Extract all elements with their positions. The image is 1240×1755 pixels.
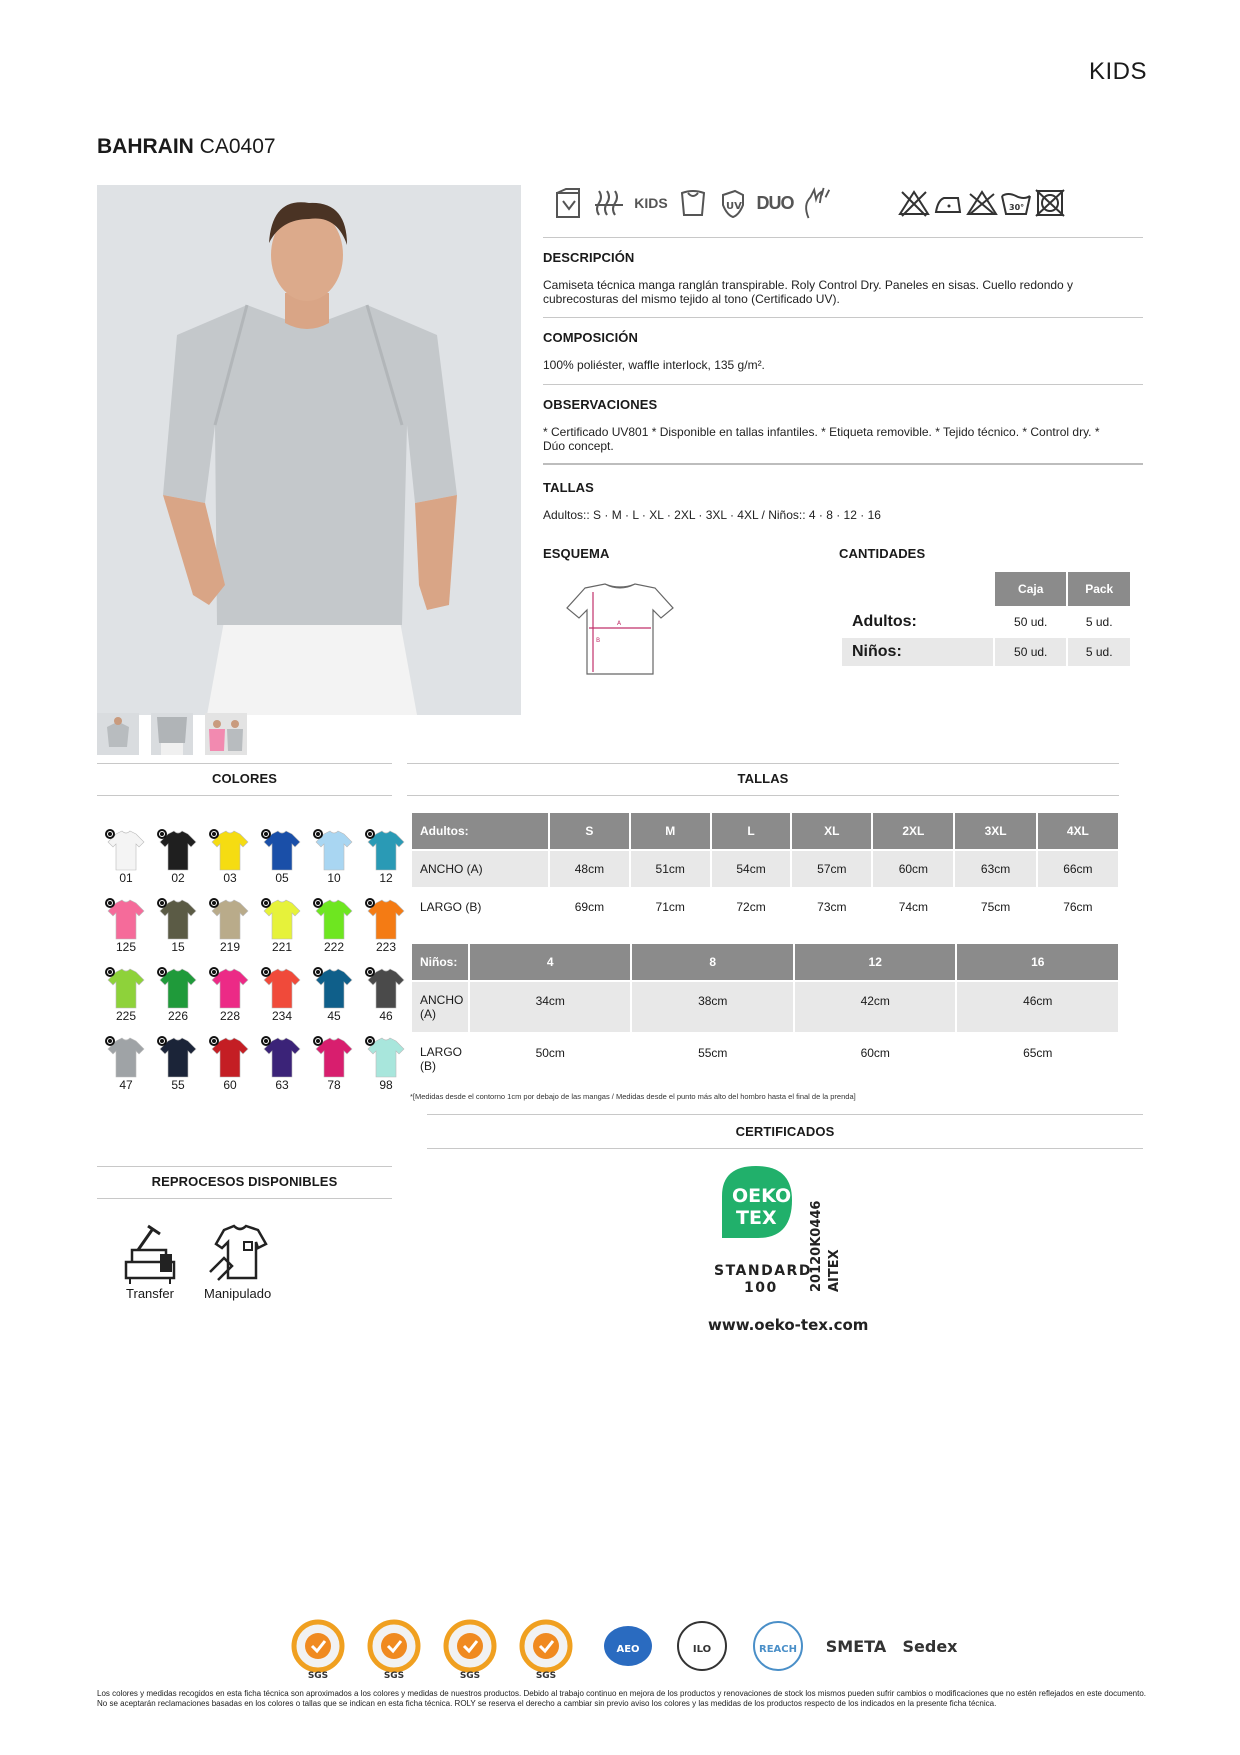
- footer-disclaimer: Los colores y medidas recogidos en esta ficha técnica son aproximados a los colores y medidas de nuestros productos. Debido al trabajo continuo en mejora de los productos y renovaciones de stock los mismos pueden sufrir cambios o modificaciones que no estén reflejados en este documento. No se aceptarán reclamaciones basadas en los colores o tallas que se indican en esta ficha técnica. ROLY se reserva el derecho a cambiar sin previo aviso los colores y las medidas de los productos respecto de los indicados en la presente ficha técnica.: [97, 1689, 1147, 1708]
- logo-text: ILO: [692, 1644, 712, 1655]
- certificados-title: CERTIFICADOS: [735, 1124, 835, 1139]
- kids-header-label: Niños:: [412, 944, 468, 980]
- size-diagram: [565, 582, 675, 683]
- oeko-code: 20120K0446: [809, 1200, 824, 1292]
- size-value: 38cm: [632, 982, 793, 1032]
- control-dry-icon: [801, 185, 833, 221]
- color-code: 63: [275, 1078, 289, 1092]
- color-swatch[interactable]: [256, 1035, 308, 1092]
- recycled-badge-icon: [157, 829, 167, 839]
- color-code: 03: [223, 871, 237, 885]
- diagram-label-b: B: [596, 637, 601, 644]
- row-label: ANCHO (A): [412, 851, 548, 887]
- color-code: 45: [327, 1009, 341, 1023]
- breathable-icon: [593, 185, 625, 221]
- size-value: 73cm: [817, 900, 847, 914]
- color-code: 05: [275, 871, 289, 885]
- descripcion-text: Camiseta técnica manga ranglán transpirable. Roly Control Dry. Paneles en sisas. Cuello redondo y cubrecosturas del mismo tejido al tono (Certificado UV).: [543, 278, 1074, 306]
- color-swatch[interactable]: [308, 1035, 360, 1092]
- duo-icon: DUO: [756, 192, 794, 213]
- size-header: 12: [795, 944, 956, 980]
- recycled-badge-icon: [365, 1036, 375, 1046]
- no-bleach-icon: [898, 188, 930, 218]
- recycled-badge-icon: [105, 967, 115, 977]
- size-header: M: [631, 813, 710, 849]
- size-value: 65cm: [1023, 1046, 1053, 1060]
- oeko-institute: AITEX: [827, 1249, 842, 1292]
- reproceso-label: Transfer: [126, 1286, 174, 1301]
- size-value: 74cm: [898, 900, 929, 914]
- tshirt-collar-icon: [677, 185, 709, 221]
- color-swatch[interactable]: [204, 1035, 256, 1092]
- adult-largo-row: [412, 889, 1118, 925]
- tshirt-swatch-icon: [364, 966, 408, 1010]
- color-code: 223: [375, 940, 397, 954]
- certification-logos: [290, 1618, 980, 1682]
- tshirt-swatch-icon: [260, 966, 304, 1010]
- color-swatch[interactable]: [152, 966, 204, 1023]
- model-illustration: [97, 185, 521, 715]
- color-swatch[interactable]: [204, 897, 256, 954]
- descripcion-title: DESCRIPCIÓN: [543, 250, 635, 265]
- size-value: 46cm: [957, 982, 1118, 1032]
- cantidades-table: [840, 570, 1132, 668]
- qty-pack-value: 5 ud.: [1068, 638, 1130, 666]
- divider: [407, 795, 1119, 796]
- product-code: CA0407: [199, 135, 276, 158]
- sgs-iso-9001-logo: [294, 1622, 342, 1681]
- tshirt-swatch-icon: [260, 1035, 304, 1079]
- recycled-badge-icon: [313, 829, 323, 839]
- size-value: 50cm: [535, 1046, 565, 1060]
- size-value: 57cm: [792, 851, 871, 887]
- size-value: 51cm: [631, 851, 710, 887]
- row-label: LARGO (B): [420, 1045, 463, 1073]
- size-header: XL: [792, 813, 871, 849]
- divider: [543, 463, 1143, 465]
- oeko-url: www.oeko-tex.com: [708, 1316, 869, 1334]
- color-swatch[interactable]: [360, 1035, 412, 1092]
- recycled-badge-icon: [365, 967, 375, 977]
- logo-text: AEO: [616, 1644, 640, 1655]
- kids-largo-row: [412, 1034, 1118, 1084]
- qty-caja-value: 50 ud.: [1014, 615, 1048, 629]
- qty-row-label: Adultos:: [852, 613, 917, 630]
- kids-icon: KIDS: [634, 195, 668, 211]
- divider: [407, 763, 1119, 764]
- recycled-badge-icon: [157, 1036, 167, 1046]
- logo-text: SGS: [459, 1671, 481, 1681]
- cantidades-title: CANTIDADES: [839, 546, 926, 561]
- recycled-badge-icon: [209, 829, 219, 839]
- sgs-iso-50001-logo: [522, 1622, 570, 1681]
- wash-temp: 30°: [1009, 203, 1025, 212]
- oeko-tex-logo: [700, 1160, 870, 1340]
- color-code: 219: [219, 940, 241, 954]
- size-header: 16: [957, 944, 1118, 980]
- tshirt-swatch-icon: [104, 828, 148, 872]
- recycled-badge-icon: [157, 898, 167, 908]
- size-value: 66cm: [1038, 851, 1118, 887]
- esquema-title: ESQUEMA: [543, 546, 610, 561]
- size-header: 8: [632, 944, 793, 980]
- category-tag: KIDS: [1088, 58, 1147, 85]
- color-code: 12: [379, 871, 393, 885]
- color-swatch[interactable]: [100, 828, 152, 885]
- reproceso-transfer: [118, 1222, 182, 1301]
- oeko-standard: STANDARD: [714, 1263, 812, 1279]
- recycled-badge-icon: [209, 898, 219, 908]
- photo-thumbnails: [97, 713, 247, 755]
- thumbnail-back[interactable]: [151, 713, 193, 755]
- tshirt-swatch-icon: [312, 828, 356, 872]
- row-label: ANCHO (A): [412, 982, 468, 1032]
- sedex-logo: [903, 1637, 959, 1656]
- color-swatch[interactable]: [152, 828, 204, 885]
- oeko-tex-certificate: [700, 1160, 870, 1340]
- recycled-badge-icon: [157, 967, 167, 977]
- thumbnail-front[interactable]: [97, 713, 139, 755]
- recycled-badge-icon: [261, 829, 271, 839]
- color-code: 228: [219, 1009, 241, 1023]
- thumbnail-image: [151, 713, 193, 755]
- size-value: 55cm: [698, 1046, 728, 1060]
- color-swatch[interactable]: [308, 966, 360, 1023]
- color-code: 222: [323, 940, 345, 954]
- size-header: S: [550, 813, 629, 849]
- qty-row-ninos: [842, 638, 1130, 666]
- reach-logo: [754, 1622, 802, 1670]
- color-code: 10: [327, 871, 341, 885]
- iron-low-icon: [932, 188, 964, 218]
- size-value: 60cm: [860, 1046, 890, 1060]
- color-code: 221: [271, 940, 293, 954]
- color-code: 47: [119, 1078, 133, 1092]
- recycled-badge-icon: [365, 829, 375, 839]
- color-code: 78: [327, 1078, 341, 1092]
- tshirt-swatch-icon: [312, 897, 356, 941]
- tshirt-swatch-icon: [260, 828, 304, 872]
- size-value: 60cm: [873, 851, 953, 887]
- recycled-badge-icon: [261, 1036, 271, 1046]
- color-swatch[interactable]: [308, 828, 360, 885]
- product-photo[interactable]: [97, 185, 521, 715]
- aeo-logo: [604, 1626, 652, 1666]
- product-title: [97, 135, 276, 159]
- size-value: 71cm: [655, 900, 685, 914]
- row-label: LARGO (B): [420, 900, 482, 914]
- size-header: 3XL: [955, 813, 1035, 849]
- divider: [543, 384, 1143, 385]
- size-value: 69cm: [574, 900, 605, 914]
- diagram-label-a: A: [617, 620, 622, 627]
- raglan-sleeve-icon: [553, 185, 585, 221]
- no-dryclean-icon: [966, 188, 998, 218]
- adult-ancho-row: [412, 851, 1118, 887]
- recycled-badge-icon: [261, 967, 271, 977]
- qty-header-pack: Pack: [1068, 572, 1130, 606]
- logo-text: REACH: [759, 1644, 797, 1655]
- size-header: 4XL: [1038, 813, 1118, 849]
- color-code: 234: [271, 1009, 293, 1023]
- logo-text: SGS: [535, 1671, 557, 1681]
- recycled-badge-icon: [261, 898, 271, 908]
- size-value: 72cm: [736, 900, 766, 914]
- tshirt-swatch-icon: [208, 828, 252, 872]
- observaciones-text: * Certificado UV801 * Disponible en tallas infantiles. * Etiqueta removible. * Tejido técnico. * Control dry. * Dúo concept.: [543, 425, 1100, 453]
- oeko-line1: OEKO: [732, 1185, 792, 1207]
- logo-text: SMETA: [825, 1637, 887, 1656]
- tallas-info-text: Adultos:: S · M · L · XL · 2XL · 3XL · 4XL / Niños:: 4 · 8 · 12 · 16: [543, 508, 881, 522]
- qty-caja-value: 50 ud.: [995, 638, 1066, 666]
- uv-label: UV: [726, 201, 742, 212]
- divider: [427, 1114, 1143, 1115]
- tshirt-swatch-icon: [156, 897, 200, 941]
- ilo-logo: [678, 1622, 726, 1670]
- oeko-line2: TEX: [736, 1207, 777, 1229]
- measurement-note: *[Medidas desde el contorno 1cm por debajo de las mangas / Medidas desde el punto más alto del hombro hasta el final de la prenda]: [410, 1092, 856, 1101]
- oeko-number: 100: [744, 1280, 778, 1296]
- observaciones-title: OBSERVACIONES: [543, 397, 658, 412]
- size-value: 42cm: [795, 982, 956, 1032]
- logo-text: SGS: [307, 1671, 329, 1681]
- tallas-info-title: TALLAS: [543, 480, 594, 495]
- qty-row-label: Niños:: [842, 638, 993, 666]
- tshirt-swatch-icon: [364, 897, 408, 941]
- color-code: 98: [379, 1078, 393, 1092]
- sgs-iso-14001-logo: [370, 1622, 418, 1681]
- size-value: 63cm: [955, 851, 1035, 887]
- color-code: 15: [171, 940, 185, 954]
- tshirt-swatch-icon: [312, 966, 356, 1010]
- color-code: 46: [379, 1009, 393, 1023]
- color-swatch[interactable]: [256, 897, 308, 954]
- color-code: 226: [167, 1009, 189, 1023]
- size-value: 75cm: [980, 900, 1011, 914]
- product-name: BAHRAIN: [97, 135, 194, 158]
- divider: [97, 1166, 392, 1167]
- wash-30-icon: [1000, 188, 1032, 218]
- reprocesos-list: [118, 1222, 271, 1301]
- sgs-iso-45001-logo: [446, 1622, 494, 1681]
- color-swatch[interactable]: [204, 966, 256, 1023]
- footer-logos: [290, 1618, 980, 1682]
- color-swatch[interactable]: [152, 897, 204, 954]
- no-tumble-dry-icon: [1034, 188, 1066, 218]
- smeta-logo: [826, 1637, 887, 1656]
- colores-title: COLORES: [212, 771, 277, 786]
- tshirt-swatch-icon: [156, 966, 200, 1010]
- color-code: 225: [115, 1009, 137, 1023]
- size-header: 2XL: [873, 813, 953, 849]
- thumbnail-image: [97, 713, 139, 755]
- uv-protection-icon: [717, 185, 749, 221]
- reprocesos-title: REPROCESOS DISPONIBLES: [151, 1174, 338, 1189]
- qty-pack-value: 5 ud.: [1085, 615, 1113, 629]
- tshirt-swatch-icon: [104, 966, 148, 1010]
- color-swatch[interactable]: [204, 828, 256, 885]
- color-swatch[interactable]: [360, 897, 412, 954]
- logo-text: SGS: [383, 1671, 405, 1681]
- tshirt-swatch-icon: [156, 1035, 200, 1079]
- tshirt-swatch-icon: [364, 828, 408, 872]
- color-swatch[interactable]: [256, 828, 308, 885]
- size-header: L: [712, 813, 791, 849]
- size-value: 34cm: [470, 982, 631, 1032]
- color-code: 125: [115, 940, 137, 954]
- kids-ancho-row: [412, 982, 1118, 1032]
- thumbnail-pair[interactable]: [205, 713, 247, 755]
- tshirt-swatch-icon: [208, 966, 252, 1010]
- tallas-table-title: TALLAS: [737, 771, 789, 786]
- color-swatch[interactable]: [100, 1035, 152, 1092]
- recycled-badge-icon: [209, 967, 219, 977]
- divider: [543, 237, 1143, 238]
- recycled-badge-icon: [313, 898, 323, 908]
- composicion-title: COMPOSICIÓN: [543, 330, 638, 345]
- heat-press-icon: [118, 1222, 182, 1284]
- composicion-text: 100% poliéster, waffle interlock, 135 g/m².: [543, 358, 765, 372]
- color-swatch[interactable]: [152, 1035, 204, 1092]
- tshirt-swatch-icon: [312, 1035, 356, 1079]
- qty-header-caja: Caja: [995, 572, 1066, 606]
- colors-grid: [100, 828, 400, 1092]
- logo-text: Sedex: [902, 1637, 958, 1656]
- color-code: 01: [119, 871, 133, 885]
- adult-size-table: [410, 811, 1120, 927]
- tshirt-swatch-icon: [104, 1035, 148, 1079]
- divider: [97, 1198, 392, 1199]
- reproceso-label: Manipulado: [204, 1286, 272, 1301]
- color-swatch[interactable]: [360, 828, 412, 885]
- color-swatch[interactable]: [100, 966, 152, 1023]
- reproceso-manipulado: [204, 1222, 271, 1301]
- color-code: 55: [171, 1078, 185, 1092]
- color-swatch[interactable]: [256, 966, 308, 1023]
- color-swatch[interactable]: [100, 897, 152, 954]
- tshirt-swatch-icon: [364, 1035, 408, 1079]
- size-value: 76cm: [1063, 900, 1093, 914]
- divider: [543, 317, 1143, 318]
- tshirt-swatch-icon: [260, 897, 304, 941]
- kids-size-table: [410, 942, 1120, 1086]
- recycled-badge-icon: [313, 1036, 323, 1046]
- recycled-badge-icon: [105, 829, 115, 839]
- feature-icons: [553, 185, 833, 221]
- recycled-badge-icon: [209, 1036, 219, 1046]
- recycled-badge-icon: [105, 898, 115, 908]
- tshirt-swatch-icon: [156, 828, 200, 872]
- tshirt-swatch-icon: [208, 897, 252, 941]
- divider: [97, 763, 392, 764]
- thumbnail-image: [205, 713, 247, 755]
- color-code: 60: [223, 1078, 237, 1092]
- color-swatch[interactable]: [308, 897, 360, 954]
- color-swatch[interactable]: [360, 966, 412, 1023]
- qty-row-adultos: [842, 608, 1130, 636]
- color-code: 02: [171, 871, 185, 885]
- tshirt-swatch-icon: [104, 897, 148, 941]
- recycled-badge-icon: [105, 1036, 115, 1046]
- adult-header-label: Adultos:: [412, 813, 548, 849]
- divider: [427, 1148, 1143, 1149]
- care-icons: [898, 188, 1066, 218]
- size-value: 54cm: [712, 851, 791, 887]
- recycled-badge-icon: [365, 898, 375, 908]
- recycled-badge-icon: [313, 967, 323, 977]
- hand-tshirt-icon: [206, 1222, 270, 1284]
- tshirt-swatch-icon: [208, 1035, 252, 1079]
- size-value: 48cm: [550, 851, 629, 887]
- divider: [97, 795, 392, 796]
- size-header: 4: [470, 944, 631, 980]
